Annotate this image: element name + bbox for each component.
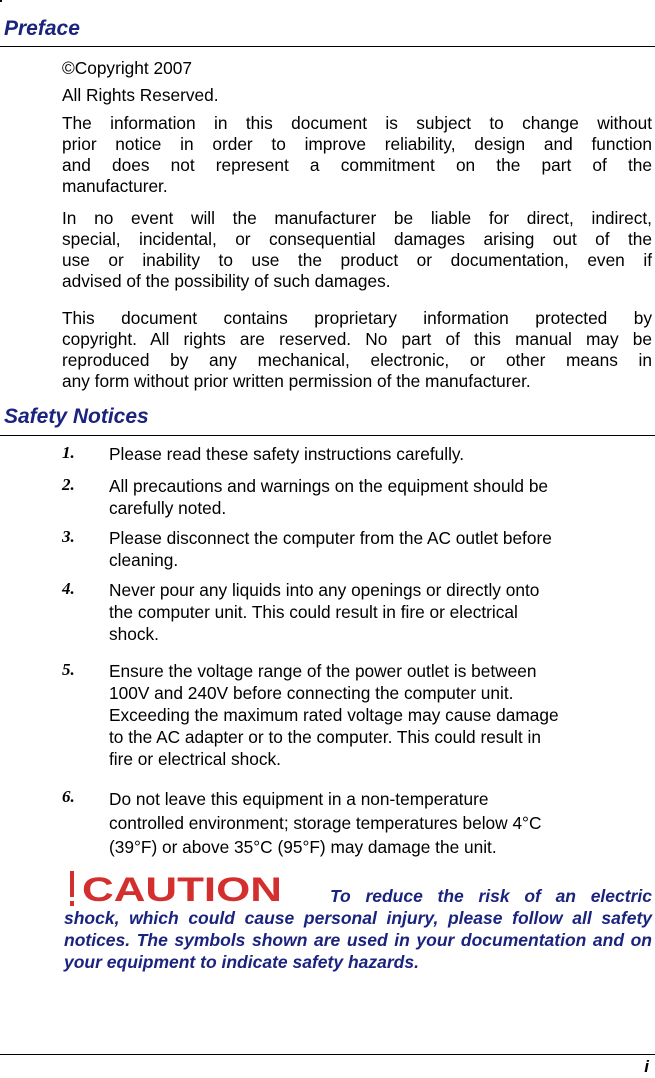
preface-paragraph-2: [62, 208, 652, 292]
caution-label: CAUTION: [82, 871, 282, 909]
item-text: [109, 443, 654, 465]
p1-line-1: The information in this document is subject to change without: [62, 113, 652, 133]
item-line: All precautions and warnings on the equipment should be: [109, 476, 549, 496]
item-text: [109, 475, 654, 519]
item-number: 2.: [62, 475, 75, 494]
preface-paragraph-1: [62, 113, 652, 197]
page-number: i: [644, 1057, 649, 1076]
p1-line-2: prior notice in order to improve reliability, design and function: [62, 134, 652, 154]
item-line: carefully noted.: [109, 498, 227, 518]
item-line: Never pour any liquids into any openings or directly onto: [109, 580, 540, 600]
preface-title: Preface: [4, 17, 80, 40]
rights-line: All Rights Reserved.: [62, 85, 219, 105]
item-text: [109, 579, 654, 645]
p2-line-1: In no event will the manufacturer be liable for direct, indirect,: [62, 208, 652, 228]
caution-text: [64, 885, 652, 973]
item-line: cleaning.: [109, 550, 179, 570]
p1-line-3: and does not represent a commitment on the part of the: [62, 155, 652, 175]
item-line: controlled environment; storage temperatures below 4°C: [109, 813, 542, 833]
item-number: 1.: [62, 443, 75, 462]
item-line: 100V and 240V before connecting the computer unit.: [109, 683, 514, 703]
item-line: Ensure the voltage range of the power outlet is between: [109, 661, 537, 681]
corner-mark: [0, 0, 2, 2]
p3-line-1: This document contains proprietary information protected by: [62, 308, 652, 328]
footer-rule: [0, 1054, 655, 1055]
p2-line-4: advised of the possibility of such damages.: [62, 271, 391, 291]
preface-rule: [0, 46, 655, 47]
item-number: 5.: [62, 660, 75, 679]
item-line: to the AC adapter or to the computer. This could result in: [109, 727, 541, 747]
p3-line-3: reproduced by any mechanical, electronic, or other means in: [62, 350, 652, 370]
item-line: Do not leave this equipment in a non-temperature: [109, 789, 489, 809]
p3-line-2: copyright. All rights are reserved. No part of this manual may be: [62, 329, 652, 349]
item-text: [109, 527, 654, 571]
item-line: shock.: [109, 624, 159, 644]
p2-line-2: special, incidental, or consequential damages arising out of the: [62, 229, 652, 249]
item-line: Exceeding the maximum rated voltage may cause damage: [109, 705, 559, 725]
preface-paragraph-3: [62, 308, 652, 392]
p2-line-3: use or inability to use the product or documentation, even if: [62, 250, 652, 270]
p3-line-4: any form without prior written permission of the manufacturer.: [62, 371, 531, 391]
item-line: Please read these safety instructions carefully.: [109, 444, 465, 464]
item-number: 4.: [62, 579, 75, 598]
item-text: [109, 787, 654, 859]
item-line: (39°F) or above 35°C (95°F) may damage the unit.: [109, 837, 497, 857]
copyright-line: ©Copyright 2007: [62, 58, 192, 78]
item-text: [109, 660, 654, 770]
caution-text-content: To reduce the risk of an electric shock, which could cause personal injury, please follow all safety notices. The symbols shown are used in your documentation and on your equipment to indicate safety hazards.: [64, 886, 652, 972]
item-line: the computer unit. This could result in fire or electrical: [109, 602, 518, 622]
item-line: fire or electrical shock.: [109, 749, 281, 769]
item-number: 3.: [62, 527, 75, 546]
safety-notices-title: Safety Notices: [4, 405, 149, 428]
p1-line-4: manufacturer.: [62, 176, 168, 196]
item-number: 6.: [62, 787, 75, 806]
safety-rule: [0, 435, 655, 436]
item-line: Please disconnect the computer from the AC outlet before: [109, 528, 552, 548]
